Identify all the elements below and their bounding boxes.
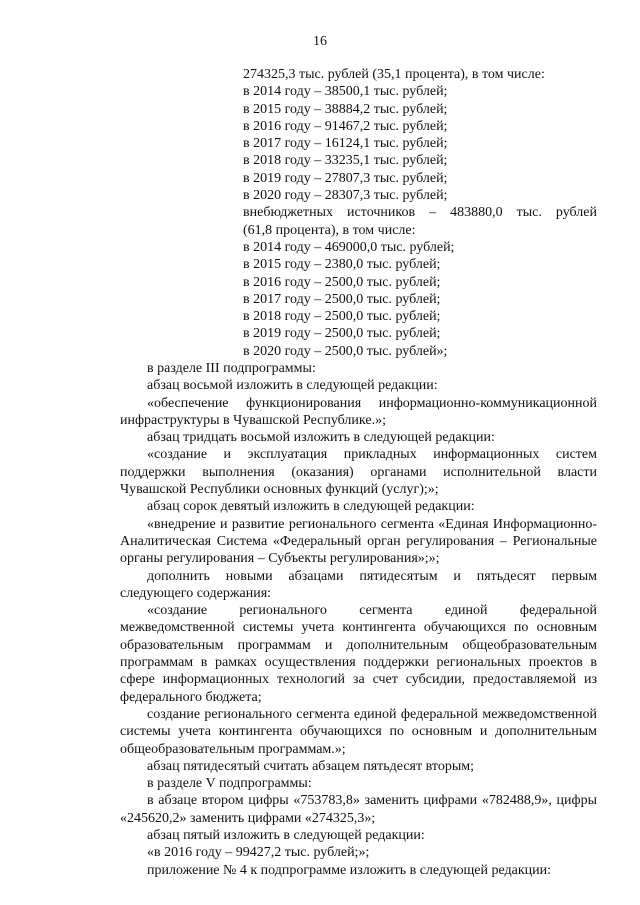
finance-line: в 2014 году – 469000,0 тыс. рублей;: [243, 239, 455, 255]
amendment-paragraph: в разделе III подпрограммы:: [147, 361, 316, 376]
amendment-paragraph: абзац тридцать восьмой изложить в следующей редакции:: [147, 430, 495, 446]
finance-line: 274325,3 тыс. рублей (35,1 процента), в том числе:: [243, 67, 545, 82]
finance-line: в 2015 году – 2380,0 тыс. рублей;: [243, 257, 441, 273]
amendment-paragraph: абзац пятый изложить в следующей редакции:: [147, 828, 425, 844]
finance-line: (61,8 процента), в том числе:: [243, 222, 416, 238]
finance-line: в 2017 году – 2500,0 тыс. рублей;: [243, 291, 441, 307]
finance-line: в 2019 году – 2500,0 тыс. рублей;: [243, 326, 441, 342]
finance-line: в 2016 году – 91467,2 тыс. рублей;: [243, 118, 448, 134]
finance-line: в 2020 году – 2500,0 тыс. рублей»;: [243, 343, 448, 359]
amendment-paragraph: «обеспечение функционирования информационно-коммуникационной инфраструктуры в Чувашской Республике.»;: [120, 395, 597, 428]
finance-line: в 2014 году – 38500,1 тыс. рублей;: [243, 84, 448, 100]
page-number: 16: [313, 34, 327, 49]
amendment-paragraph: дополнить новыми абзацами пятидесятым и пятьдесят первым следующего содержания:: [120, 568, 597, 601]
amendment-paragraph: абзац пятидесятый считать абзацем пятьдесят вторым;: [147, 758, 474, 774]
financing-volumes-block: [243, 66, 597, 360]
amendment-paragraph: в абзаце втором цифры «753783,8» заменить цифрами «782488,9», цифры «245620,2» заменить цифрами «274325,3»;: [120, 793, 597, 826]
finance-line: в 2015 году – 38884,2 тыс. рублей;: [243, 101, 448, 117]
finance-line: в 2016 году – 2500,0 тыс. рублей;: [243, 274, 441, 290]
amendment-paragraph: приложение № 4 к подпрограмме изложить в следующей редакции:: [147, 862, 552, 878]
finance-line: в 2018 году – 2500,0 тыс. рублей;: [243, 309, 441, 325]
amendment-paragraph: «создание и эксплуатация прикладных информационных систем поддержки выполнения (оказания) органами исполнительной власти Чувашской Республики основных функций (услуг);»;: [120, 447, 597, 498]
amendment-paragraph: в разделе V подпрограммы:: [147, 776, 312, 792]
finance-line: в 2017 году – 16124,1 тыс. рублей;: [243, 136, 448, 152]
amendment-paragraph: «в 2016 году – 99427,2 тыс. рублей;»;: [147, 845, 370, 861]
amendment-paragraph: создание регионального сегмента единой федеральной межведомственной системы учета контингента обучающихся по основным и дополнительным общеобразовательным программам.»;: [120, 706, 597, 757]
amendment-paragraph: абзац сорок девятый изложить в следующей редакции:: [147, 499, 475, 515]
amendment-paragraph: «внедрение и развитие регионального сегмента «Единая Информационно-Аналитическая Система «Федеральный орган регулирования – Региональные органы регулирования – Субъекты регулирования»;»;: [120, 516, 597, 567]
amendments-section: [120, 360, 597, 879]
finance-line: в 2018 году – 33235,1 тыс. рублей;: [243, 153, 448, 169]
amendment-paragraph: абзац восьмой изложить в следующей редакции:: [147, 378, 438, 394]
finance-line: в 2020 году – 28307,3 тыс. рублей;: [243, 188, 448, 204]
finance-line-offbudget: внебюджетных источников – 483880,0 тыс. рублей: [243, 205, 597, 221]
amendment-paragraph: «создание регионального сегмента единой федеральной межведомственной системы учета контингента обучающихся по основным образовательным программам и дополнительным общеобразовательным программам в рамках осуществления поддержки региональных проектов в сфере информационных технологий за счет субсидии, предоставляемой из федерального бюджета;: [120, 603, 597, 705]
finance-line: в 2019 году – 27807,3 тыс. рублей;: [243, 170, 448, 186]
